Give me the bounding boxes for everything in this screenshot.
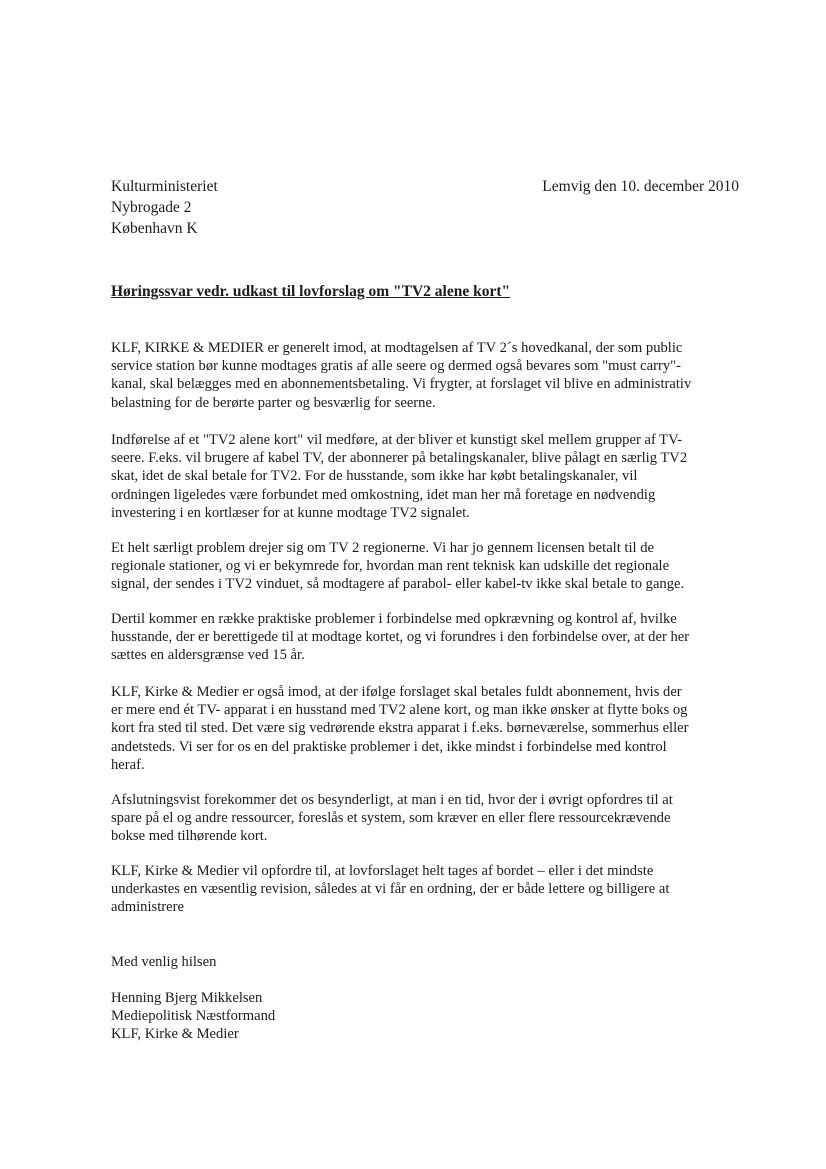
text-line: kanal, skal belægges med en abonnementsbetaling. Vi frygter, at forslaget vil blive en administrativ bbox=[111, 376, 692, 393]
text-line: KLF, KIRKE & MEDIER er generelt imod, at modtagelsen af TV 2´s hovedkanal, der som public bbox=[111, 340, 683, 356]
text-line: KLF, Kirke & Medier vil opfordre til, at lovforslaget helt tages af bordet – eller i det mindste bbox=[111, 863, 654, 879]
text-line: andetsteds. Vi ser for os en del praktiske problemer i det, ikke mindst i forbindelse med kontrol bbox=[111, 738, 667, 755]
recipient-street: Nybrogade 2 bbox=[111, 199, 192, 216]
paragraph-2 bbox=[111, 431, 687, 522]
text-line: Afslutningsvist forekommer det os besynderligt, at man i en tid, hvor der i øvrigt opfordres til at bbox=[111, 792, 673, 808]
text-line: skat, idet de skal betale for TV2. For de husstande, som ikke har købt betalingskanaler, vil bbox=[111, 468, 638, 485]
greeting bbox=[111, 953, 216, 971]
paragraph-1 bbox=[111, 339, 691, 412]
signature-block bbox=[111, 989, 275, 1044]
text-line: ordningen ligeledes være forbundet med omkostning, idet man her må foretage en nødvendig bbox=[111, 486, 656, 503]
date-line: Lemvig den 10. december 2010 bbox=[542, 178, 739, 195]
signer-organization: KLF, Kirke & Medier bbox=[111, 1026, 239, 1043]
text-line: signal, der sendes i TV2 vinduet, så modtagere af parabol- eller kabel-tv ikke skal betale to gange. bbox=[111, 576, 685, 593]
text-line: Dertil kommer en række praktiske problemer i forbindelse med opkrævning og kontrol af, hvilke bbox=[111, 611, 677, 627]
text-line: Indførelse af et "TV2 alene kort" vil medføre, at der bliver et kunstigt skel mellem grupper af TV- bbox=[111, 432, 683, 448]
text-line: belastning for de berørte parter og besværlig for seerne. bbox=[111, 394, 436, 411]
recipient-name: Kulturministeriet bbox=[111, 178, 218, 195]
paragraph-5 bbox=[111, 683, 689, 774]
text-line: seere. F.eks. vil brugere af kabel TV, der abonnerer på betalingskanaler, blive pålagt en særlig TV2 bbox=[111, 450, 688, 467]
text-line: bokse med tilhørende kort. bbox=[111, 828, 268, 845]
text-line: service station bør kunne modtages gratis af alle seere og dermed også bevares som "must carry"- bbox=[111, 358, 681, 375]
text-line: investering i en kortlæser for at kunne modtage TV2 signalet. bbox=[111, 504, 470, 521]
text-line: husstande, der er berettigede til at modtage kortet, og vi forundres i den forbindelse over, at der her bbox=[111, 629, 690, 646]
subject-heading: Høringssvar vedr. udkast til lovforslag om "TV2 alene kort" bbox=[111, 283, 511, 300]
signer-title: Mediepolitisk Næstformand bbox=[111, 1008, 276, 1025]
text-line: kort fra sted til sted. Det være sig vedrørende ekstra apparat i f.eks. børneværelse, sommerhus eller bbox=[111, 720, 689, 737]
paragraph-6 bbox=[111, 791, 673, 846]
paragraph-4 bbox=[111, 610, 689, 665]
text-line: sættes en aldersgrænse ved 15 år. bbox=[111, 647, 305, 664]
text-line: spare på el og andre ressourcer, foreslås et system, som kræver en eller flere ressourcekrævende bbox=[111, 810, 671, 827]
text-line: Et helt særligt problem drejer sig om TV 2 regionerne. Vi har jo gennem licensen betalt til de bbox=[111, 540, 655, 556]
text-line: underkastes en væsentlig revision, således at vi får en ordning, der er både lettere og billigere at bbox=[111, 881, 670, 898]
recipient-city: København K bbox=[111, 220, 198, 237]
text-line: administrere bbox=[111, 899, 184, 916]
text-line: regionale stationer, og vi er bekymrede for, hvordan man rent teknisk kan udskille det regionale bbox=[111, 558, 670, 575]
greeting-text: Med venlig hilsen bbox=[111, 954, 217, 970]
signer-name: Henning Bjerg Mikkelsen bbox=[111, 990, 263, 1006]
paragraph-3 bbox=[111, 539, 684, 594]
paragraph-7 bbox=[111, 862, 669, 917]
text-line: heraf. bbox=[111, 756, 145, 773]
text-line: er mere end ét TV- apparat i en husstand med TV2 alene kort, og man ikke ønsker at flytte boks og bbox=[111, 702, 688, 719]
text-line: KLF, Kirke & Medier er også imod, at der ifølge forslaget skal betales fuldt abonnement, hvis der bbox=[111, 684, 682, 700]
recipient-address bbox=[111, 176, 218, 239]
